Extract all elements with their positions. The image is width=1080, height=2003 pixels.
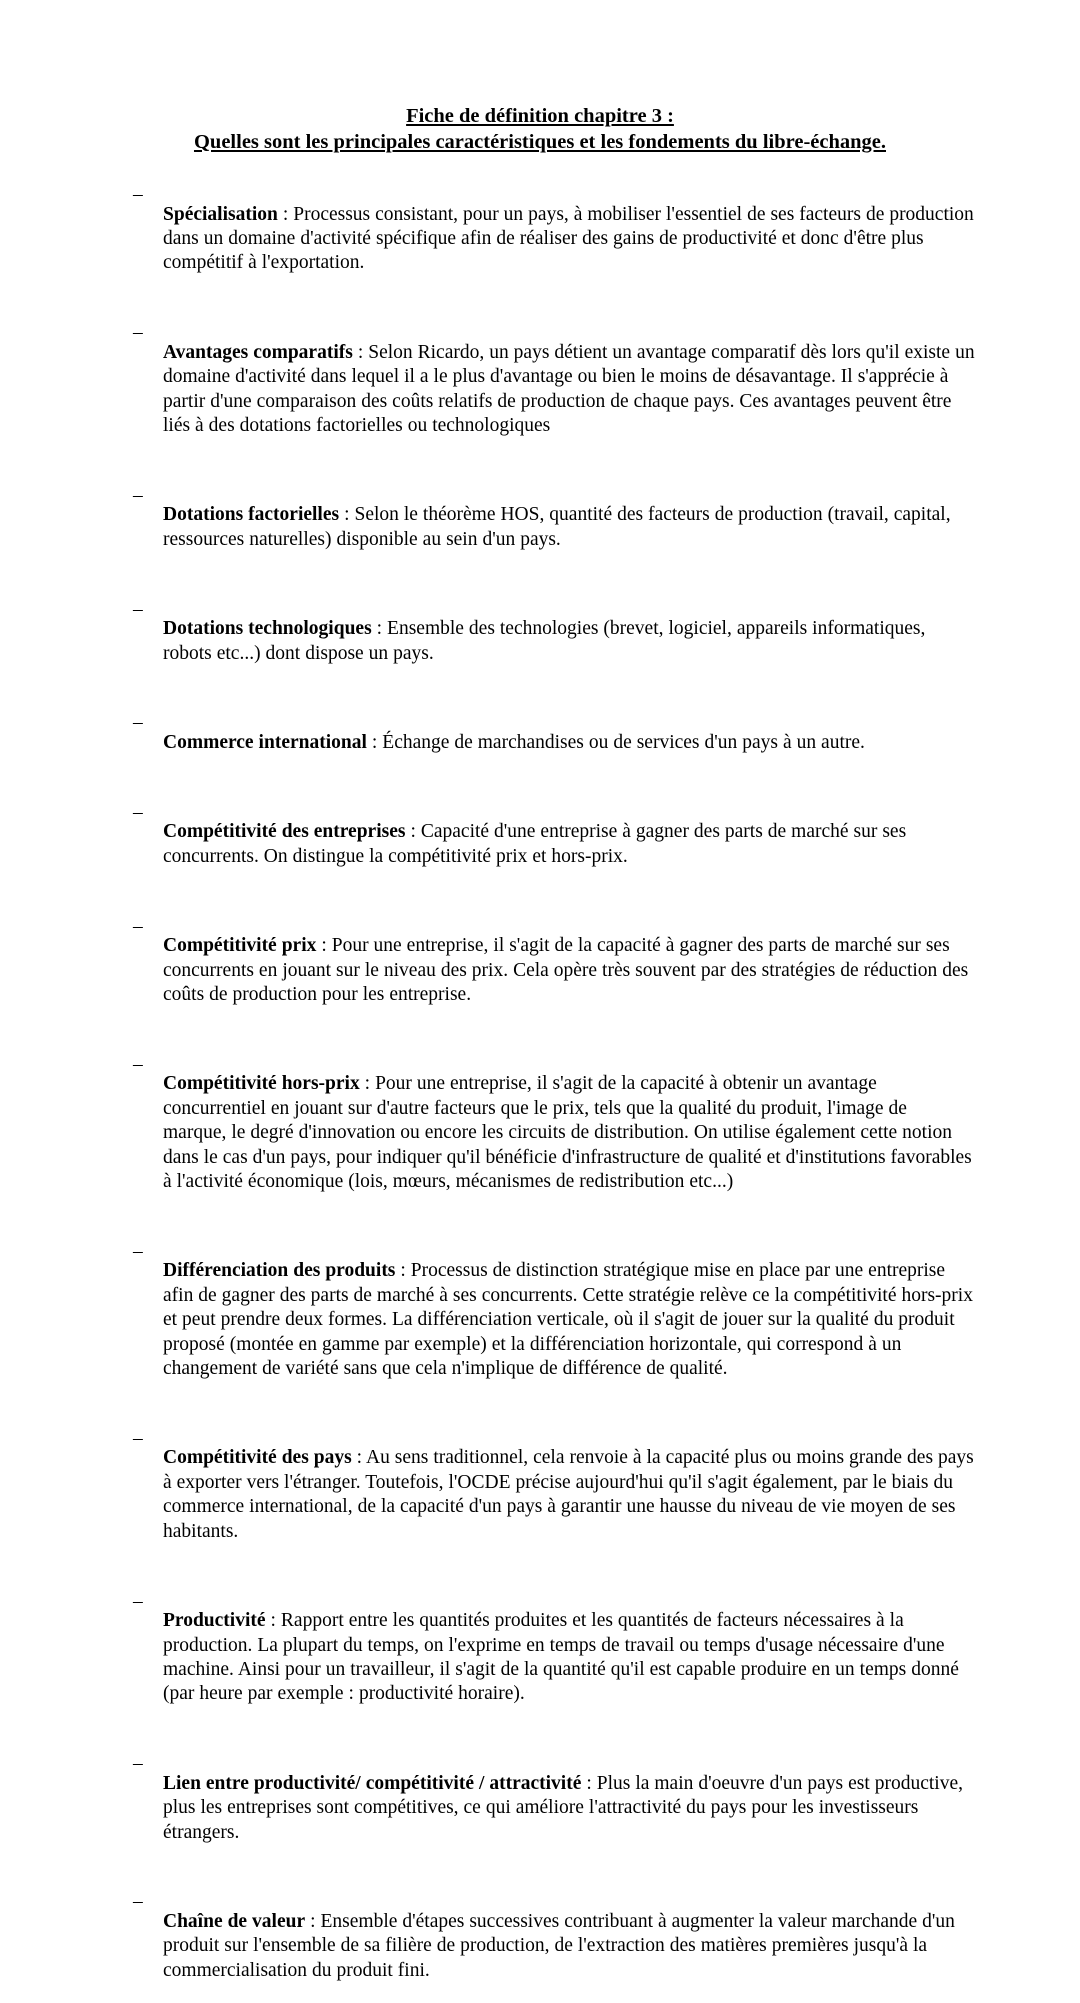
bullet-dash-icon: –: [133, 184, 143, 205]
definition-item: [0, 484, 1080, 572]
definition-text: Ensemble des technologies (brevet, logiciel, appareils informatiques, robots etc...) dont dispose un pays.: [163, 618, 926, 664]
bullet-dash-icon: –: [133, 1891, 143, 1913]
definition-item: [0, 801, 1080, 889]
definition-term: Chaîne de valeur: [163, 1910, 306, 1932]
bullet-dash-icon: –: [133, 1753, 143, 1775]
definition-item: [0, 1890, 1080, 2002]
definition-item: [0, 1752, 1080, 1864]
definition-text: Ensemble d'étapes successives contribuant à augmenter la valeur marchande d'un produit sur l'ensemble de sa filière de production, de l'extraction des matières premières jusqu'à la commercialisation du produit fini.: [163, 1910, 955, 1981]
definition-text: Capacité d'une entreprise à gagner des parts de marché sur ses concurrents. On distingue la compétitivité prix et hors-prix.: [163, 821, 907, 867]
bullet-dash-icon: –: [133, 712, 143, 734]
definition-item: [0, 598, 1080, 686]
definition-separator: :: [282, 203, 294, 225]
definition-separator: :: [316, 935, 332, 957]
definition-separator: :: [395, 1260, 411, 1282]
page-title-line-2: [0, 129, 1080, 155]
definition-separator: :: [359, 1073, 376, 1095]
definition-separator: :: [265, 1610, 281, 1632]
definition-body: [163, 617, 975, 666]
page-title-line-2-text: Quelles sont les principales caractéristiques et les fondements du libre-échange.: [193, 131, 886, 153]
definition-separator: :: [352, 341, 369, 363]
definition-body: [163, 934, 975, 1007]
bullet-dash-icon: –: [133, 1427, 143, 1449]
definition-term: Différenciation des produits: [163, 1260, 396, 1282]
definition-term: Compétitivité hors-prix: [163, 1073, 360, 1095]
definition-term: Spécialisation: [163, 203, 283, 225]
definition-item: [0, 915, 1080, 1027]
definition-separator: :: [305, 1910, 321, 1932]
definition-item: [0, 321, 1080, 458]
definition-text: Au sens traditionnel, cela renvoie à la capacité plus ou moins grande des pays à exporter vers l'étranger. Toutefois, l'OCDE précise aujourd'hui qu'il s'agit également, par le biais du commerce international, de la capacité d'un pays à garantir une hausse du niveau de vie moyen de ses habitants.: [163, 1447, 974, 1542]
definition-term: Compétitivité prix: [163, 935, 317, 957]
definition-term: Avantages comparatifs: [163, 341, 353, 363]
definition-item: [0, 183, 1080, 295]
definition-body: [163, 1446, 975, 1544]
definition-item: [0, 1053, 1080, 1214]
bullet-dash-icon: –: [133, 915, 143, 937]
definition-term: Lien entre productivité/ compétitivité / attractivité: [163, 1772, 582, 1794]
definition-separator: :: [339, 504, 355, 526]
definition-term: Dotations factorielles: [163, 504, 340, 526]
definition-term: Productivité: [163, 1610, 266, 1632]
definition-separator: :: [366, 731, 383, 753]
definition-term: Dotations technologiques: [163, 618, 372, 640]
definition-body: [163, 1609, 975, 1707]
definition-item: [0, 1590, 1080, 1727]
page-title-line-1-text: Fiche de définition chapitre 3 :: [406, 105, 674, 127]
definition-text: Rapport entre les quantités produites et les quantités de facteurs nécessaires à la production. La plupart du temps, on l'exprime en temps de travail ou temps d'usage nécessaire d'une machine. Ainsi pour un travailleur, il s'agit de la quantité qu'il est capable produire en un temps donné (par heure par exemple : productivité horaire).: [163, 1610, 959, 1705]
definition-text: Échange de marchandises ou de services d'un pays à un autre.: [382, 731, 865, 753]
definition-text: Plus la main d'oeuvre d'un pays est productive, plus les entreprises sont compétitives, ce qui améliore l'attractivité du pays pour les investisseurs étrangers.: [163, 1772, 963, 1843]
definition-item: [0, 711, 1080, 774]
bullet-dash-icon: –: [133, 1240, 143, 1262]
definition-item: [0, 1427, 1080, 1564]
definition-separator: :: [581, 1772, 597, 1794]
definition-item: [0, 1240, 1080, 1401]
definition-body: [163, 820, 975, 869]
definition-text: Selon le théorème HOS, quantité des facteurs de production (travail, capital, ressources naturelles) disponible au sein d'un pays.: [163, 504, 951, 550]
definition-body: [163, 1259, 975, 1381]
definition-list: [0, 155, 1080, 2003]
definition-separator: :: [405, 821, 421, 843]
bullet-dash-icon: –: [133, 484, 143, 506]
definition-term: Commerce international: [163, 731, 367, 753]
bullet-dash-icon: –: [133, 1053, 143, 1075]
definition-text: Pour une entreprise, il s'agit de la capacité à obtenir un avantage concurrentiel en jouant sur d'autre facteurs que le prix, tels que la qualité du produit, l'image de marque, le degré d'innovation ou encore les circuits de distribution. On utilise également cette notion dans le cas d'un pays, pour indiquer qu'il bénéficie d'infrastructure de qualité et d'institutions favorables à l'activité économique (lois, mœurs, mécanismes de redistribution etc...): [163, 1073, 972, 1193]
definition-term: Compétitivité des entreprises: [163, 821, 406, 843]
definition-body: [163, 503, 975, 552]
definition-body: [163, 203, 975, 276]
definition-separator: :: [351, 1447, 366, 1469]
bullet-dash-icon: –: [133, 801, 143, 823]
page-title: [0, 0, 1080, 155]
definition-term: Compétitivité des pays: [163, 1447, 352, 1469]
definition-body: [163, 731, 975, 755]
definition-body: [163, 1072, 975, 1194]
definition-text: Processus de distinction stratégique mise en place par une entreprise afin de gagner des parts de marché à ses concurrents. Cette stratégie relève ce la compétitivité hors-prix et peut prendre deux formes. La différenciation verticale, où il s'agit de jouer sur la qualité du produit proposé (montée en gamme par exemple) et la différenciation horizontale, qui correspond à un changement de variété sans que cela n'implique de différence de qualité.: [163, 1260, 973, 1380]
bullet-dash-icon: –: [133, 322, 143, 344]
definition-body: [163, 1910, 975, 1983]
definition-text: Pour une entreprise, il s'agit de la capacité à gagner des parts de marché sur ses concurrents en jouant sur le niveau des prix. Cela opère très souvent par des stratégies de réduction des coûts de production pour les entreprise.: [163, 935, 969, 1005]
page-title-line-1: [0, 103, 1080, 129]
bullet-dash-icon: –: [133, 598, 143, 620]
definition-body: [163, 1772, 975, 1845]
definition-body: [163, 341, 975, 439]
definition-separator: :: [371, 618, 388, 640]
bullet-dash-icon: –: [133, 1590, 143, 1612]
definition-text: Processus consistant, pour un pays, à mobiliser l'essentiel de ses facteurs de production dans un domaine d'activité spécifique afin de réaliser des gains de productivité et donc d'être plus compétitif à l'exportation.: [163, 203, 974, 274]
definition-text: Selon Ricardo, un pays détient un avantage comparatif dès lors qu'il existe un domaine d'activité dans lequel il a le plus d'avantage ou bien le moins de désavantage. Il s'apprécie à partir d'une comparaison des coûts relatifs de production de chaque pays. Ces avantages peuvent être liés à des dotations factorielles ou technologiques: [163, 341, 975, 436]
